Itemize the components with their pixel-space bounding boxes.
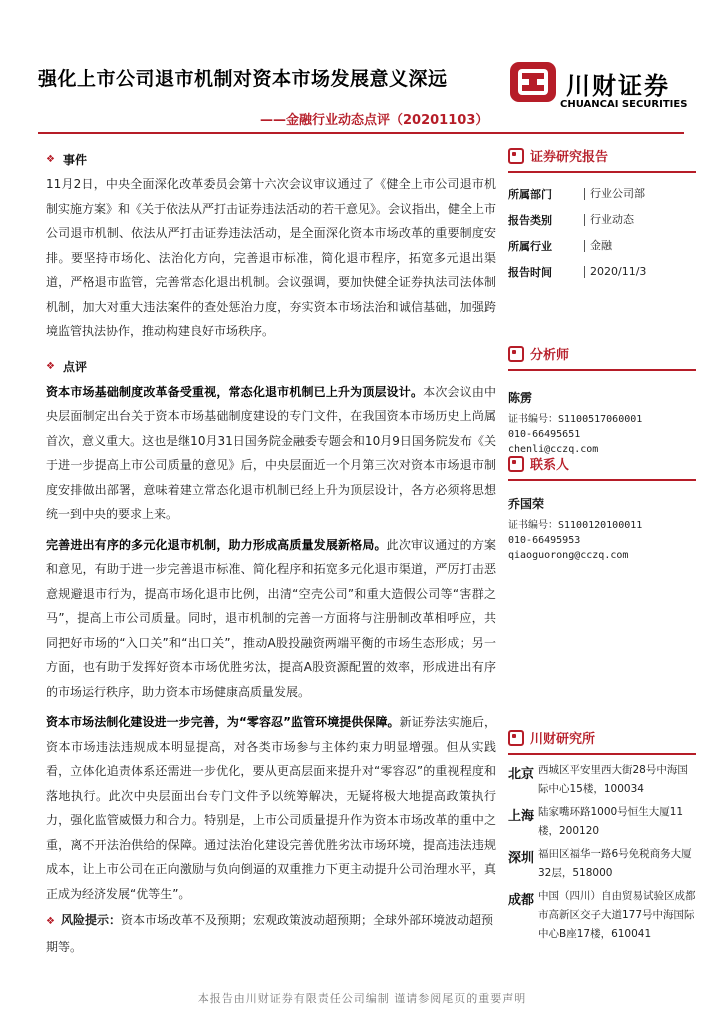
comment-paragraph-1: 资本市场基础制度改革备受重视，常态化退市机制已上升为顶层设计。本次会议由中央层面制定出台关于资本市场基础制度建设的专门文件，在我国资本市场历史上尚属首次，意义重大。这也是继10月31日国务院金融委专题会和10月9日国务院发布《关于进一步提高上市公司质量的意见》后，中央层面近一个月第三次对资本市场退市制度安排做出部署，意味着建立常态化退市机制已经上升为顶层设计，各方必须将思想统一到中央的要求上来。	[46, 384, 496, 521]
report-title: 强化上市公司退市机制对资本市场发展意义深远	[38, 68, 448, 90]
institute-panel	[508, 728, 696, 948]
info-row: 报告时间 2020/11/3	[508, 265, 647, 279]
diamond-icon: ❖	[46, 153, 55, 165]
contact-panel	[508, 454, 696, 563]
company-logo-icon	[510, 62, 556, 102]
report-info-panel	[508, 146, 696, 285]
diamond-icon: ❖	[46, 361, 55, 372]
info-row: 所属行业 金融	[508, 239, 612, 253]
analyst-phone: 010-66495651	[508, 429, 581, 440]
analyst-name: 陈雳	[508, 391, 533, 405]
event-paragraph: 11月2日，中央全面深化改革委员会第十六次会议审议通过了《健全上市公司退市机制实施方案》和《关于依法从严打击证券违法活动的若干意见》。会议指出，健全上市公司退市机制、依法从严打击证券违法活动，是全面深化资本市场改革的重要制度安排。要坚持市场化、法治化方向，完善退市标准，简化退市程序，拓宽多元退出渠道，严格退市监管，完善常态化退出机制。会议强调，要加快健全证券执法司法体制机制，加大对重大违法案件的查处惩治力度，夯实资本市场法治和诚信基础，加强跨境监管执法协作，推动构建良好市场秩序。	[46, 177, 497, 338]
info-row: 报告类别 行业动态	[508, 213, 634, 227]
risk-warning: ❖ 风险提示：资本市场改革不及预期；宏观政策波动超预期；全球外部环境波动超预期等。	[46, 913, 493, 954]
analyst-cert: 证书编号：S1100517060001	[508, 414, 643, 425]
contact-heading: 联系人	[508, 454, 696, 481]
contact-cert: 证书编号：S1100120100011	[508, 520, 643, 531]
company-name: 川财证券	[566, 72, 670, 100]
office-entry: 北京 西城区平安里西大街28号中海国际中心15楼，100034	[508, 764, 688, 795]
company-name-english: CHUANCAI SECURITIES	[560, 99, 688, 110]
comment-1-lead: 资本市场基础制度改革备受重视，常态化退市机制已上升为顶层设计。	[46, 384, 424, 399]
footer-disclaimer: 本报告由川财证券有限责任公司编制 谨请参阅尾页的重要声明	[197, 992, 527, 1005]
diamond-icon: ❖	[46, 916, 55, 927]
analyst-email[interactable]: chenli@cczq.com	[508, 444, 599, 455]
report-heading: 证券研究报告	[508, 146, 696, 173]
building-icon	[508, 730, 524, 746]
person-icon	[508, 456, 524, 472]
person-icon	[508, 346, 524, 362]
comment-paragraph-2: 完善进出有序的多元化退市机制，助力形成高质量发展新格局。此次审议通过的方案和意见，有助于进一步完善退市标准、简化程序和拓宽多元化退市渠道，严厉打击恶意规避退市行为，提高市场化退市比例，出清“空壳公司”和重大造假公司等“害群之马”，提高上市公司质量。同时，退市机制的完善一方面将与注册制改革相呼应，共同把好市场的“入口关”和“出口关”，推动A股投融资两端平衡的市场生态形成；另一方面，也有助于发挥好资本市场优胜劣汰，提高A股资源配置的效率，形成进出有序的市场运行秩序，助力资本市场健康高质量发展。	[46, 537, 496, 699]
info-row: 所属部门 行业公司部	[508, 187, 645, 201]
contact-email[interactable]: qiaoguorong@cczq.com	[508, 550, 629, 561]
contact-name: 乔国荣	[508, 497, 545, 511]
office-entry: 成都 中国（四川）自由贸易试验区成都市高新区交子大道177号中海国际中心B座17楼，610041	[508, 890, 696, 940]
comment-paragraph-3: 资本市场法制化建设进一步完善，为“零容忍”监管环境提供保障。新证券法实施后，资本市场违法违规成本明显提高，对各类市场参与主体约束力明显增强。但从实践看，立体化追责体系还需进一步优化，要从更高层面来提升对“零容忍”的重视程度和落地执行。此次中央层面出台专门文件予以统筹解决，无疑将极大地提高政策执行力，强化监管威慑力和合力。特别是，上市公司质量提升作为资本市场改革的重中之重，离不开法治供给的保障。通过法治化建设完善优胜劣汰市场环境，提高违法违规成本，让上市公司在正向激励与负向倒逼的双重推力下更主动提升公司治理水平，真正成为经济发展“优等生”。	[46, 715, 496, 901]
header-divider	[38, 132, 684, 134]
report-subtitle: ——金融行业动态点评（20201103）	[260, 113, 489, 128]
contact-phone: 010-66495953	[508, 535, 581, 546]
institute-heading: 川财研究所	[508, 728, 696, 755]
office-entry: 上海 陆家嘴环路1000号恒生大厦11楼，200120	[508, 806, 684, 837]
office-entry: 深圳 福田区福华一路6号免税商务大厦32层，518000	[508, 848, 692, 879]
report-icon	[508, 148, 524, 164]
event-heading: ❖ 事件	[46, 152, 87, 167]
analyst-heading: 分析师	[508, 344, 696, 371]
comment-2-lead: 完善进出有序的多元化退市机制，助力形成高质量发展新格局。	[46, 537, 387, 552]
analyst-panel	[508, 344, 696, 457]
main-column	[46, 150, 496, 959]
comment-3-lead: 资本市场法制化建设进一步完善，为“零容忍”监管环境提供保障。	[46, 715, 400, 729]
comment-heading: ❖ 点评	[46, 360, 87, 374]
